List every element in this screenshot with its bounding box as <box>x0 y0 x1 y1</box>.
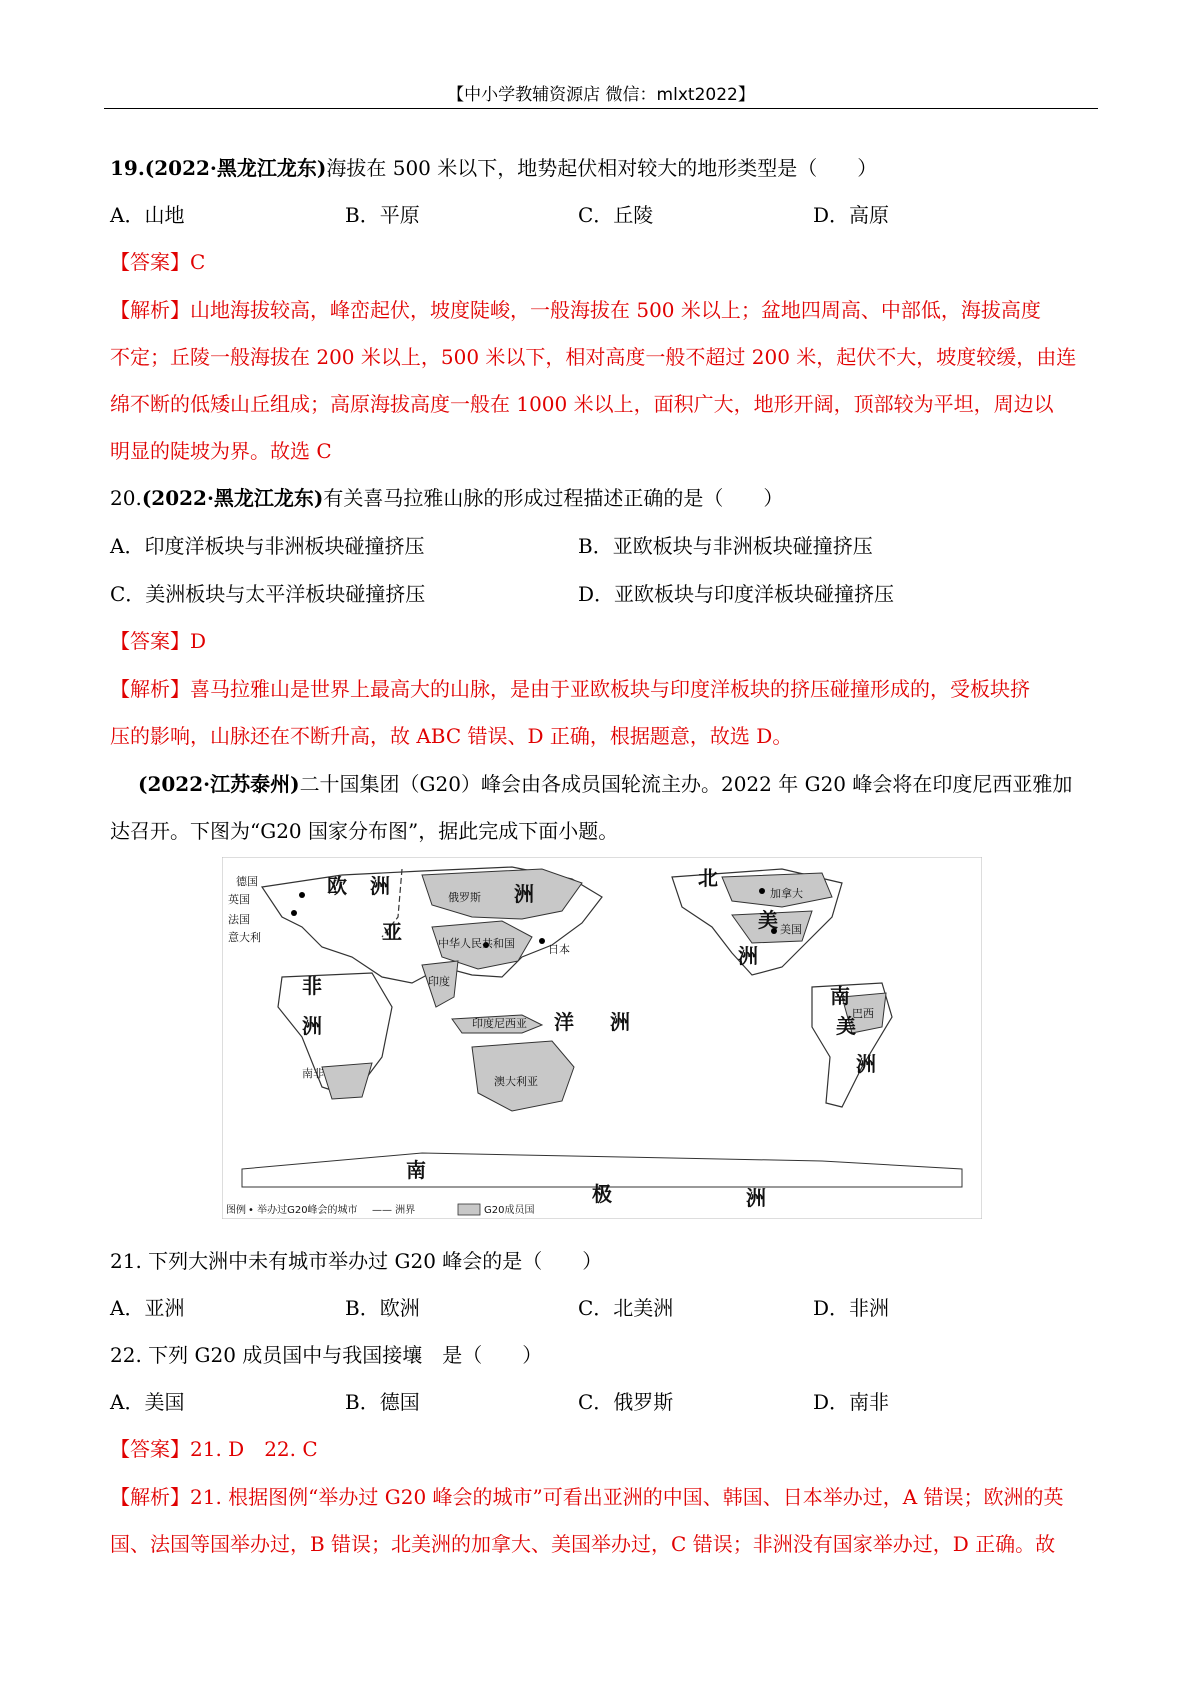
q19-analysis-line: 【解析】山地海拔较高，峰峦起伏，坡度陡峻，一般海拔在 500 米以上；盆地四周高、中部低，海拔高度 <box>110 298 1041 322</box>
map-label-canada: 加拿大 <box>770 887 803 900</box>
map-label-antarctica: 洲 <box>746 1186 766 1210</box>
q19-option-a: A．山地 <box>110 203 185 227</box>
legend-member-swatch <box>458 1204 480 1215</box>
q19-analysis-line: 不定；丘陵一般海拔在 200 米以上，500 米以下，相对高度一般不超过 200 米，起伏不大，坡度较缓，由连 <box>110 345 1077 369</box>
map-label-asia: 亚 <box>382 920 402 944</box>
legend-host-city: • 举办过G20峰会的城市 <box>248 1205 358 1216</box>
map-label-oceania: 洲 <box>610 1010 630 1034</box>
legend-border: —— 洲界 <box>372 1205 416 1216</box>
g20-world-map <box>222 857 982 1219</box>
map-label-africa: 非 <box>302 974 322 998</box>
q19-answer: 【答案】C <box>110 250 206 274</box>
q22-option-b: B．德国 <box>345 1390 420 1414</box>
map-label-uk: 英国 <box>228 893 250 906</box>
map-label-south-america: 南 <box>830 984 850 1008</box>
q20-option-c: C．美洲板块与太平洋板块碰撞挤压 <box>110 582 426 606</box>
legend-member: G20成员国 <box>484 1205 535 1216</box>
q21-option-c: C．北美洲 <box>578 1296 674 1320</box>
group-intro: 二十国集团（G20）峰会由各成员国轮流主办。2022 年 G20 峰会将在印度尼西亚雅加 <box>299 772 1073 796</box>
q22-stem: 22. 下列 G20 成员国中与我国接壤 是（ ） <box>110 1343 543 1367</box>
q22-option-a: A．美国 <box>110 1390 185 1414</box>
map-label-north-america: 北 <box>698 866 718 890</box>
q20-source: (2022·黑龙江龙东) <box>141 486 324 510</box>
map-label-europe: 洲 <box>370 874 390 898</box>
q22-option-c: C．俄罗斯 <box>578 1390 674 1414</box>
q21-22-analysis-line: 【解析】21. 根据图例“举办过 G20 峰会的城市”可看出亚洲的中国、韩国、日本举办过，A 错误；欧洲的英 <box>110 1485 1064 1509</box>
q20-analysis-line: 压的影响，山脉还在不断升高，故 ABC 错误、D 正确，根据题意，故选 D。 <box>110 724 793 748</box>
q21-option-a: A．亚洲 <box>110 1296 185 1320</box>
group-intro-line-2: 达召开。下图为“G20 国家分布图”，据此完成下面小题。 <box>110 819 619 843</box>
host-city-dot <box>759 888 765 894</box>
q20-option-d: D．亚欧板块与印度洋板块碰撞挤压 <box>578 582 895 606</box>
q20-analysis-line: 【解析】喜马拉雅山是世界上最高大的山脉，是由于亚欧板块与印度洋板块的挤压碰撞形成的，受板块挤 <box>110 677 1030 701</box>
host-city-dot <box>299 892 305 898</box>
q19-analysis-line: 明显的陡坡为界。故选 C <box>110 439 332 463</box>
q19-source: (2022·黑龙江龙东) <box>144 156 327 180</box>
legend-prefix: 图例 <box>226 1205 246 1216</box>
q20-answer: 【答案】D <box>110 629 207 653</box>
group-intro-line <box>138 770 1072 798</box>
q20-option-a: A．印度洋板块与非洲板块碰撞挤压 <box>110 534 425 558</box>
map-label-china: 中华人民共和国 <box>438 937 515 950</box>
q19-stem-line <box>110 154 877 182</box>
map-label-germany: 德国 <box>236 875 258 888</box>
map-label-north-america: 洲 <box>738 944 758 968</box>
map-label-africa: 洲 <box>302 1014 322 1038</box>
map-label-australia: 澳大利亚 <box>494 1075 538 1088</box>
map-label-indonesia: 印度尼西亚 <box>472 1017 527 1030</box>
q22-option-d: D．南非 <box>813 1390 890 1414</box>
group-source: (2022·江苏泰州) <box>138 772 300 796</box>
map-label-japan: 日本 <box>548 943 570 956</box>
q20-stem: 有关喜马拉雅山脉的形成过程描述正确的是（ ） <box>323 486 784 510</box>
q20-number: 20. <box>110 486 142 510</box>
map-label-north-america: 美 <box>758 908 778 932</box>
host-city-dot <box>539 938 545 944</box>
map-label-asia: 洲 <box>514 882 534 906</box>
map-label-antarctica: 南 <box>406 1158 426 1182</box>
q21-option-b: B．欧洲 <box>345 1296 420 1320</box>
map-label-oceania: 洋 <box>554 1010 574 1034</box>
map-label-south-america: 洲 <box>856 1052 876 1076</box>
map-label-south-america: 美 <box>836 1014 856 1038</box>
q21-22-answer: 【答案】21. D 22. C <box>110 1437 318 1461</box>
map-label-france: 法国 <box>228 913 250 926</box>
q21-option-d: D．非洲 <box>813 1296 890 1320</box>
map-label-russia: 俄罗斯 <box>448 891 481 904</box>
q19-option-b: B．平原 <box>345 203 420 227</box>
q21-22-analysis-line: 国、法国等国举办过，B 错误；北美洲的加拿大、美国举办过，C 错误；非洲没有国家举办过，D 正确。故 <box>110 1532 1056 1556</box>
q20-stem-line <box>110 484 783 512</box>
map-label-india: 印度 <box>428 975 450 988</box>
map-label-usa: 美国 <box>780 923 802 936</box>
map-label-brazil: 巴西 <box>852 1007 874 1020</box>
q19-option-c: C．丘陵 <box>578 203 654 227</box>
host-city-dot <box>291 910 297 916</box>
map-label-italy: 意大利 <box>228 931 261 944</box>
map-label-south-africa: 南非 <box>302 1067 324 1080</box>
q19-stem: 海拔在 500 米以下，地势起伏相对较大的地形类型是（ ） <box>326 156 878 180</box>
q19-number: 19. <box>110 156 145 180</box>
page-header: 【中小学教辅资源店 微信：mlxt2022】 <box>447 85 755 105</box>
map-label-antarctica: 极 <box>592 1182 612 1206</box>
q19-analysis-line: 绵不断的低矮山丘组成；高原海拔高度一般在 1000 米以上，面积广大，地形开阔，顶部较为平坦，周边以 <box>110 392 1054 416</box>
header-divider <box>104 108 1098 109</box>
q19-option-d: D．高原 <box>813 203 890 227</box>
q20-option-b: B．亚欧板块与非洲板块碰撞挤压 <box>578 534 873 558</box>
q21-stem: 21. 下列大洲中未有城市举办过 G20 峰会的是（ ） <box>110 1249 603 1273</box>
map-label-europe: 欧 <box>327 874 347 898</box>
map-legend <box>226 1203 534 1216</box>
